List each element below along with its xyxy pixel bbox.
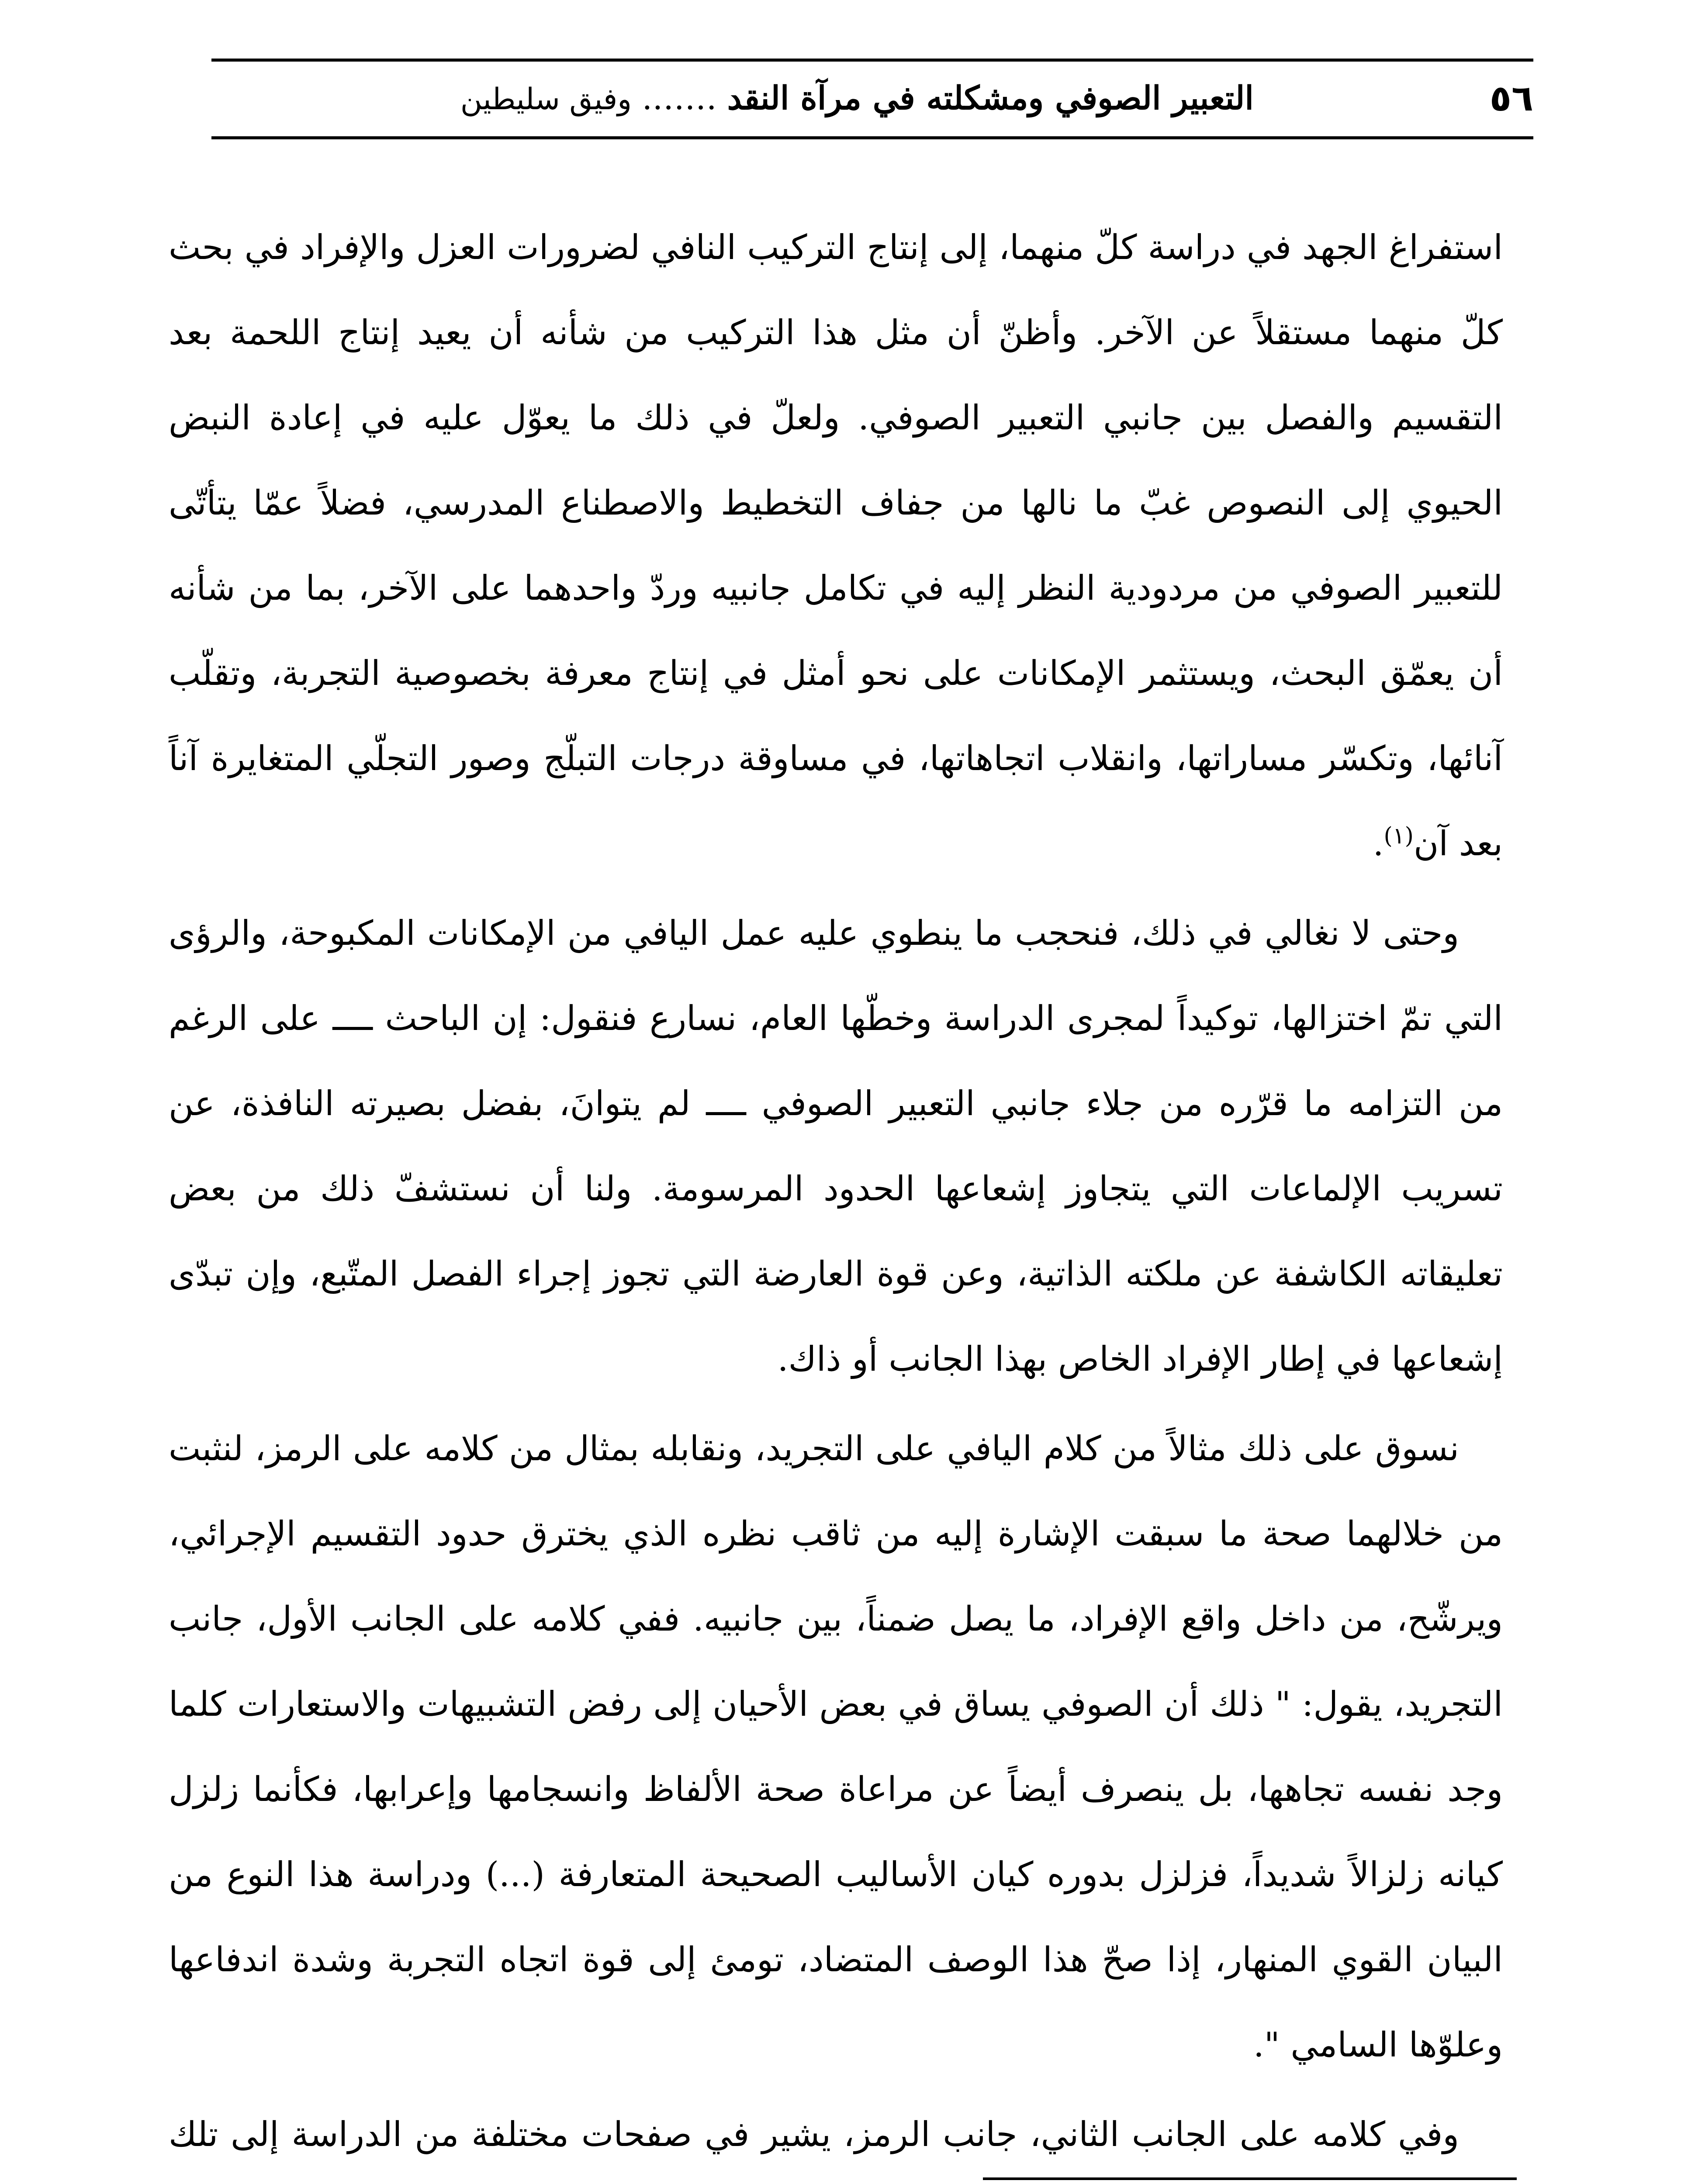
running-title <box>460 79 1254 117</box>
paragraph-4: وفي كلامه على الجانب الثاني، جانب الرمز، يشير في صفحات مختلفة من الدراسة إلى تلك <box>169 2115 1459 2154</box>
paragraph-1-text: استفراغ الجهد في دراسة كلّ منهما، إلى إنتاج التركيب النافي لضرورات العزل والإفراد في بحث كلّ منهما مستقلاً عن الآخر. وأظنّ أن مثل هذا التركيب من شأنه أن يعيد إنتاج اللحمة بعد التقسيم والفصل بين جانبي التعبير الصوفي. ولعلّ في ذلك ما يعوّل عليه في إعادة النبض الحيوي إلى النصوص غبّ ما نالها من جفاف التخطيط والاصطناع المدرسي، فضلاً عمّا يتأتّى للتعبير الصوفي من مردودية النظر إليه في تكامل جانبيه وردّ واحدهما على الآخر، بما من شأنه أن يعمّق البحث، ويستثمر الإمكانات على نحو أمثل في إنتاج معرفة بخصوصية التجربة، وتقلّب آنائها، وتكسّر مساراتها، وانقلاب اتجاهاتها، في مساوقة درجات التبلّج وصور التجلّي المتغايرة آناً بعد آن <box>169 228 1503 864</box>
page-number: ٥٦ <box>1489 78 1533 119</box>
header-top-rule <box>211 59 1533 62</box>
footnote-reference[interactable]: (١) <box>1384 823 1414 849</box>
book-title: التعبير الصوفي ومشكلته في مرآة النقد <box>727 79 1254 117</box>
title-separator-dots: ……. <box>642 79 717 117</box>
paragraph-3: نسوق على ذلك مثالاً من كلام اليافي على التجريد، ونقابله بمثال من كلامه على الرمز، لنثبت من خلالهما صحة ما سبقت الإشارة إليه من ثاقب نظره الذي يخترق حدود التقسيم الإجرائي، ويرشّح، من داخل واقع الإفراد، ما يصل ضمناً، بين جانبيه. ففي كلامه على الجانب الأول، جانب التجريد، يقول: " ذلك أن الصوفي يساق في بعض الأحيان إلى رفض التشبيهات والاستعارات كلما وجد نفسه تجاهها، بل ينصرف أيضاً عن مراعاة صحة الألفاظ وانسجامها وإعرابها، فكأنما زلزل كيانه زلزالاً شديداً، فزلزل بدوره كيان الأساليب الصحيحة المتعارفة (...) ودراسة هذا النوع من البيان القوي المنهار، إذا صحّ هذا الوصف المتضاد، تومئ إلى قوة اتجاه التجربة وشدة اندفاعها وعلوّها السامي ". <box>169 1429 1503 2065</box>
body-text <box>169 205 1503 2184</box>
paragraph-1 <box>169 205 1503 887</box>
footnote-rule <box>983 2177 1517 2180</box>
author-name: وفيق سليطين <box>460 82 632 117</box>
paragraph-2: وحتى لا نغالي في ذلك، فنحجب ما ينطوي عليه عمل اليافي من الإمكانات المكبوحة، والرؤى التي تمّ اختزالها، توكيداً لمجرى الدراسة وخطّها العام، نسارع فنقول: إن الباحث ــــ على الرغم من التزامه ما قرّره من جلاء جانبي التعبير الصوفي ــــ لم يتوانَ، بفضل بصيرته النافذة، عن تسريب الإلماعات التي يتجاوز إشعاعها الحدود المرسومة. ولنا أن نستشفّ ذلك من بعض تعليقاته الكاشفة عن ملكته الذاتية، وعن قوة العارضة التي تجوز إجراء الفصل المتّبع، وإن تبدّى إشعاعها في إطار الإفراد الخاص بهذا الجانب أو ذاك. <box>169 914 1503 1379</box>
header-bottom-rule <box>211 136 1533 139</box>
running-header <box>211 70 1533 131</box>
paragraph-1-end: . <box>1373 824 1384 864</box>
